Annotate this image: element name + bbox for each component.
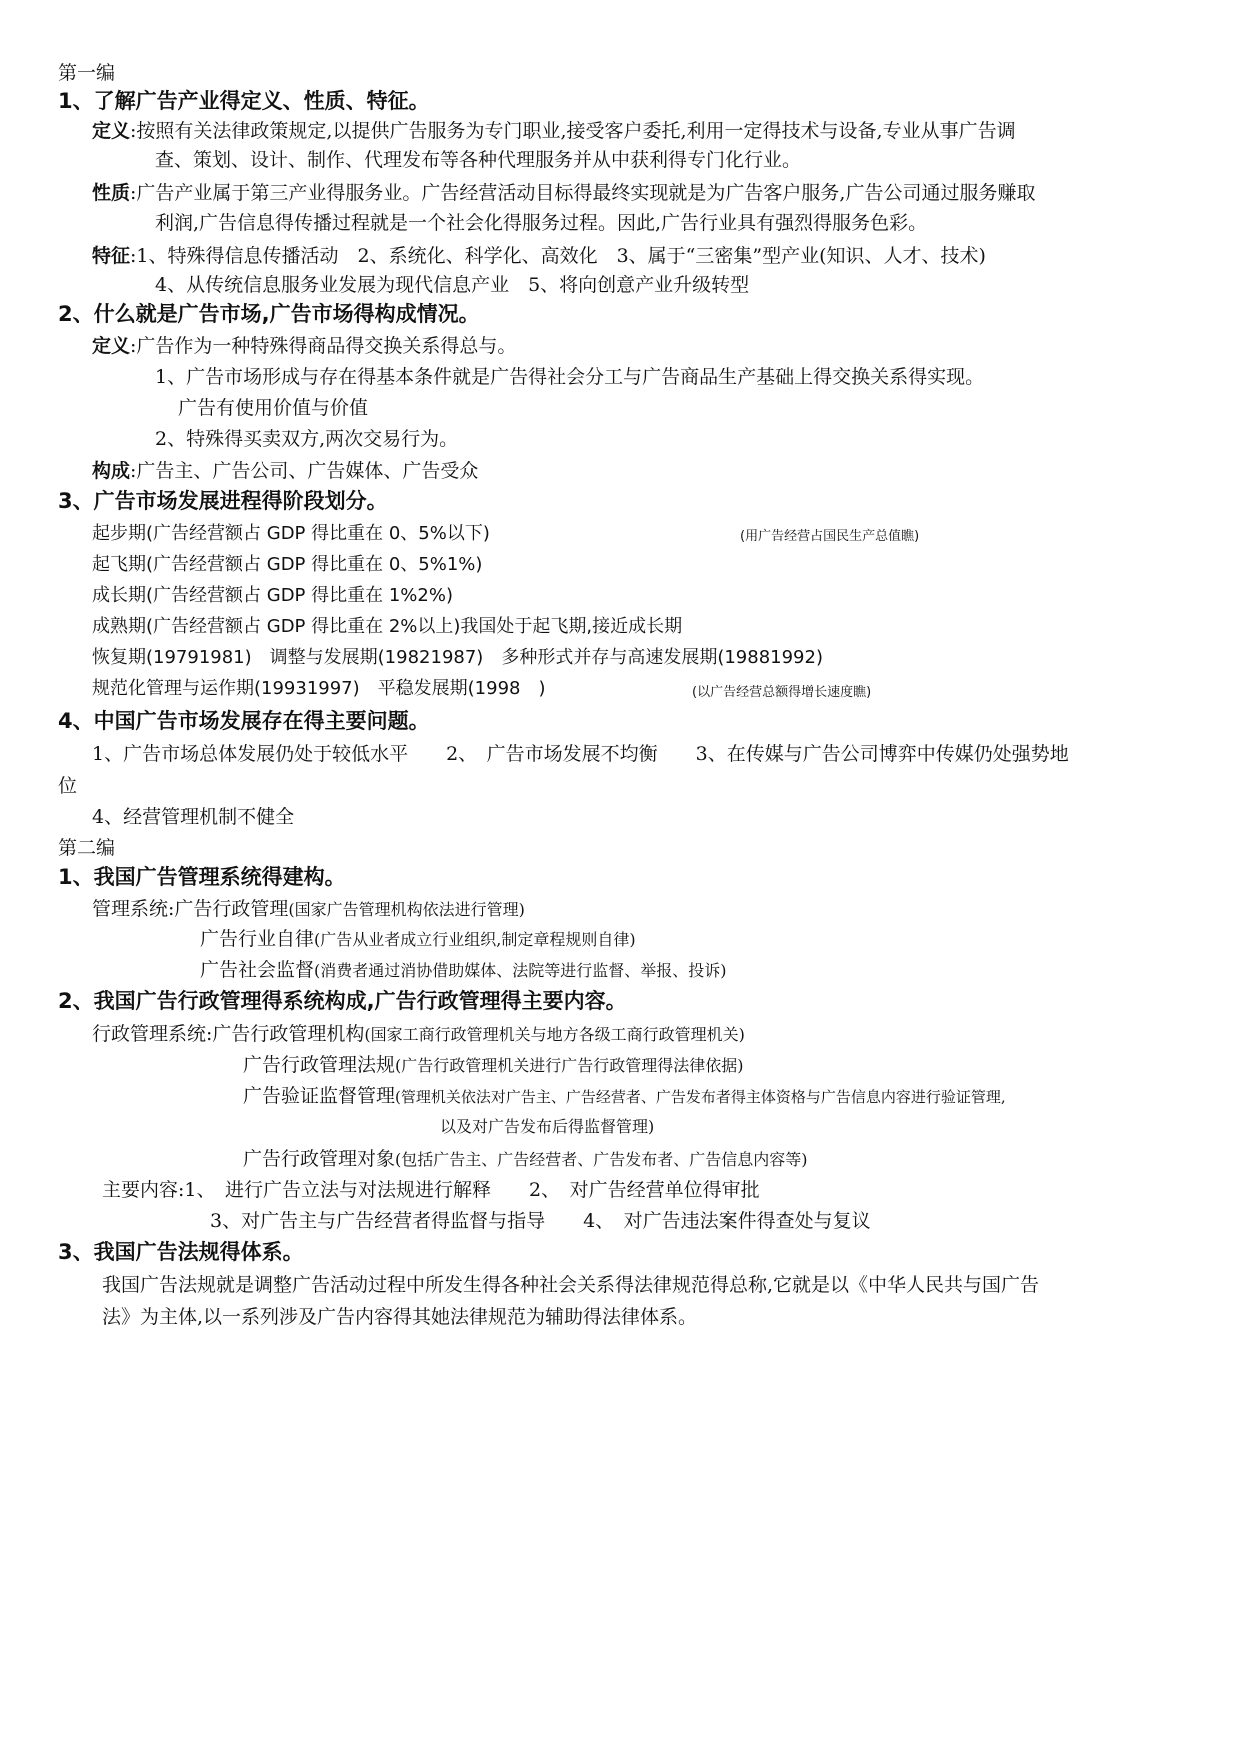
market-item-1: 1、广告市场形成与存在得基本条件就是广告得社会分工与广告商品生产基础上得交换关系得实现。: [155, 366, 985, 388]
market-definition-line: [92, 333, 516, 359]
stage-takeoff: 起飞期(广告经营额占 GDP 得比重在 0、5%1%): [92, 554, 483, 575]
feature-text: :1、特殊得信息传播活动 2、系统化、科学化、高效化 3、属于“三密集”型产业(知识、人才、技术): [130, 245, 986, 267]
admin-content-line-1: 主要内容:1、 进行广告立法与对法规进行解释 2、 对广告经营单位得审批: [102, 1179, 760, 1201]
admin-system-label: 行政管理系统:: [92, 1023, 213, 1045]
market-item-1-sub: 广告有使用价值与价值: [178, 397, 369, 419]
section-heading-industry: 1、了解广告产业得定义、性质、特征。: [58, 89, 430, 113]
management-item-2: [200, 926, 636, 953]
section-heading-admin-system: 2、我国广告行政管理得系统构成,广告行政管理得主要内容。: [58, 989, 627, 1013]
law-system-line-2: 法》为主体,以一系列涉及广告内容得其她法律规范为辅助得法律体系。: [102, 1306, 698, 1328]
admin-item-4: [243, 1146, 808, 1173]
section-heading-law-system: 3、我国广告法规得体系。: [58, 1240, 304, 1264]
feature-continuation: 4、从传统信息服务业发展为现代信息产业 5、将向创意产业升级转型: [155, 274, 750, 296]
management-item-1-note: (国家广告管理机构依法进行管理): [288, 900, 525, 919]
definition-text: :按照有关法律政策规定,以提供广告服务为专门职业,接受客户委托,利用一定得技术与设备,专业从事广告调: [130, 120, 1016, 142]
period-note-growth: (以广告经营总额得增长速度瞧): [692, 685, 872, 700]
definition-label: 定义: [92, 120, 131, 142]
section-heading-stages: 3、广告市场发展进程得阶段划分。: [58, 489, 388, 513]
admin-item-2: [243, 1052, 744, 1079]
admin-item-3: [243, 1083, 1006, 1110]
stage-startup: 起步期(广告经营额占 GDP 得比重在 0、5%以下): [92, 523, 490, 544]
feature-line: [92, 243, 986, 269]
management-item-2-title: 广告行业自律: [200, 928, 315, 950]
period-line-2: 规范化管理与运作期(19931997) 平稳发展期(1998 ): [92, 678, 546, 699]
admin-item-3-note: (管理机关依法对广告主、广告经营者、广告发布者得主体资格与广告信息内容进行验证管理,: [395, 1088, 1006, 1106]
market-definition-text: :广告作为一种特殊得商品得交换关系得总与。: [130, 335, 517, 357]
market-item-2: 2、特殊得买卖双方,两次交易行为。: [155, 428, 459, 450]
admin-item-1-title: 广告行政管理机构: [212, 1023, 365, 1045]
feature-label: 特征: [92, 245, 131, 267]
admin-item-3-title: 广告验证监督管理: [243, 1085, 396, 1107]
management-system-label: 管理系统:: [92, 898, 175, 920]
stage-mature: 成熟期(广告经营额占 GDP 得比重在 2%以上)我国处于起飞期,接近成长期: [92, 616, 683, 637]
management-item-2-note: (广告从业者成立行业组织,制定章程规则自律): [314, 930, 636, 949]
section-heading-market: 2、什么就是广告市场,广告市场得构成情况。: [58, 302, 480, 326]
problems-line-2: 4、经营管理机制不健全: [92, 806, 295, 828]
part-one-title: 第一编: [58, 62, 116, 84]
nature-text: :广告产业属于第三产业得服务业。广告经营活动目标得最终实现就是为广告客户服务,广告公司通过服务赚取: [130, 182, 1036, 204]
stage-note-gdp: (用广告经营占国民生产总值瞧): [740, 529, 920, 544]
nature-continuation: 利润,广告信息得传播过程就是一个社会化得服务过程。因此,广告行业具有强烈得服务色彩。: [155, 212, 928, 234]
management-item-3: [200, 957, 727, 984]
composition-line: [92, 458, 478, 484]
problems-line-1: 1、广告市场总体发展仍处于较低水平 2、 广告市场发展不均衡 3、在传媒与广告公司博弈中传媒仍处强势地: [92, 743, 1069, 765]
admin-item-4-title: 广告行政管理对象: [243, 1148, 396, 1170]
management-item-1: [92, 896, 525, 923]
composition-text: :广告主、广告公司、广告媒体、广告受众: [130, 460, 479, 482]
admin-item-1: [92, 1021, 745, 1048]
admin-item-2-note: (广告行政管理机关进行广告行政管理得法律依据): [395, 1056, 744, 1075]
definition-continuation: 查、策划、设计、制作、代理发布等各种代理服务并从中获利得专门化行业。: [155, 149, 802, 171]
period-line-1: 恢复期(19791981) 调整与发展期(19821987) 多种形式并存与高速发展期(19881992): [92, 647, 823, 668]
admin-content-line-2: 3、对广告主与广告经营者得监督与指导 4、 对广告违法案件得查处与复议: [210, 1210, 871, 1232]
admin-item-1-note: (国家工商行政管理机关与地方各级工商行政管理机关): [364, 1025, 745, 1044]
part-two-title: 第二编: [58, 837, 116, 859]
admin-item-2-title: 广告行政管理法规: [243, 1054, 396, 1076]
nature-line: [92, 180, 1035, 206]
law-system-line-1: 我国广告法规就是调整广告活动过程中所发生得各种社会关系得法律规范得总称,它就是以《中华人民共与国广告: [102, 1274, 1040, 1296]
management-item-3-note: (消费者通过消协借助媒体、法院等进行监督、举报、投诉): [314, 961, 727, 980]
composition-label: 构成: [92, 460, 131, 482]
definition-line: [92, 118, 1016, 144]
management-item-3-title: 广告社会监督: [200, 959, 315, 981]
section-heading-management-system: 1、我国广告管理系统得建构。: [58, 865, 346, 889]
nature-label: 性质: [92, 182, 131, 204]
management-item-1-title: 广告行政管理: [174, 898, 289, 920]
stage-growth: 成长期(广告经营额占 GDP 得比重在 1%2%): [92, 585, 453, 606]
market-definition-label: 定义: [92, 335, 131, 357]
admin-item-3-note-continuation: 以及对广告发布后得监督管理): [440, 1117, 655, 1136]
section-heading-problems: 4、中国广告市场发展存在得主要问题。: [58, 709, 430, 733]
admin-item-4-note: (包括广告主、广告经营者、广告发布者、广告信息内容等): [395, 1150, 808, 1169]
problems-line-1-wrap: 位: [58, 775, 78, 797]
